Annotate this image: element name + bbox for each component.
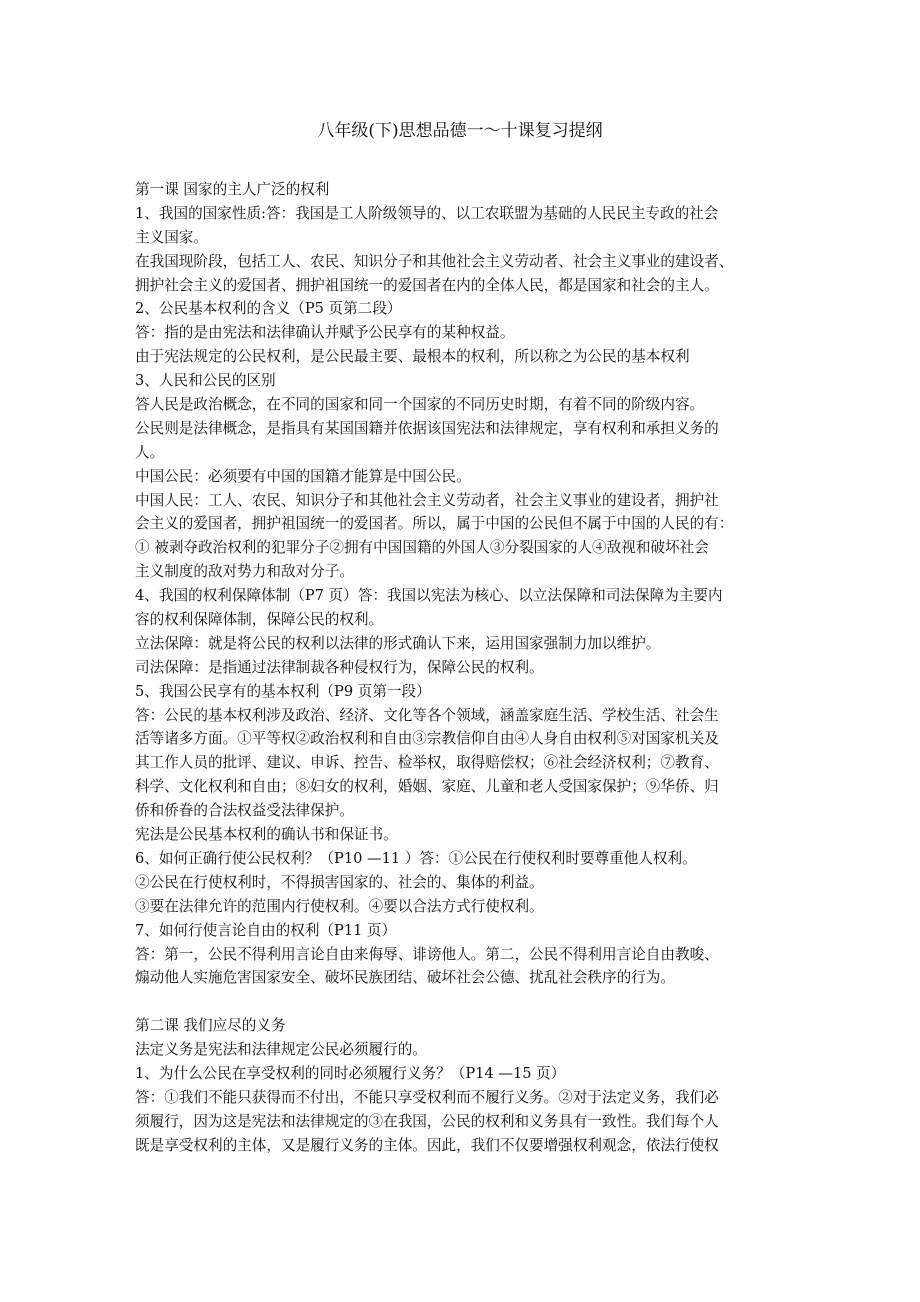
- text-line: 拥护社会主义的爱国者、拥护祖国统一的爱国者在内的全体人民，都是国家和社会的主人。: [135, 276, 719, 294]
- text-line: 4、我国的权利保障体制（P7 页）答：我国以宪法为核心、以立法保障和司法保障为主要内: [135, 587, 723, 605]
- text-line: 在我国现阶段，包括工人、农民、知识分子和其他社会主义劳动者、社会主义事业的建设者、: [135, 252, 734, 270]
- text-line: 答：第一，公民不得利用言论自由来侮辱、诽谤他人。第二，公民不得利用言论自由教唆、: [135, 945, 719, 963]
- text-line: 容的权利保障体制，保障公民的权利。: [135, 611, 384, 629]
- text-line: 主义国家。: [135, 228, 208, 246]
- text-line: 2、公民基本权利的含义（P5 页第二段）: [135, 300, 402, 318]
- text-line: 第一课 国家的主人广泛的权利: [135, 181, 330, 198]
- text-line: 中国人民：工人、农民、知识分子和其他社会主义劳动者，社会主义事业的建设者，拥护社: [135, 491, 719, 509]
- text-line: ① 被剥夺政治权利的犯罪分子②拥有中国国籍的外国人③分裂国家的人④敌视和破坏社会: [135, 539, 709, 557]
- text-line: 会主义的爱国者，拥护祖国统一的爱国者。所以，属于中国的公民但不属于中国的人民的有：: [135, 515, 734, 533]
- text-line: 主义制度的敌对势力和敌对分子。: [135, 563, 354, 581]
- text-line: ②公民在行使权利时，不得损害国家的、社会的、集体的利益。: [135, 873, 544, 891]
- text-line: 须履行，因为这是宪法和法律规定的③在我国，公民的权利和义务具有一致性。我们每个人: [135, 1112, 719, 1130]
- text-line: 3、人民和公民的区别: [135, 372, 276, 390]
- text-line: 宪法是公民基本权利的确认书和保证书。: [135, 826, 398, 844]
- text-line: 立法保障：就是将公民的权利以法律的形式确认下来，运用国家强制力加以维护。: [135, 634, 661, 652]
- text-line: 由于宪法规定的公民权利，是公民最主要、最根本的权利，所以称之为公民的基本权利: [135, 348, 690, 366]
- text-line: ③要在法律允许的范围内行使权利。④要以合法方式行使权利。: [135, 897, 544, 915]
- text-line: 6、如何正确行使公民权利？（P10 —11 ）答：①公民在行使权利时要尊重他人权利。: [135, 849, 697, 867]
- text-line: 煽动他人实施危害国家安全、破坏民族团结、破坏社会公德、扰乱社会秩序的行为。: [135, 969, 675, 987]
- text-line: 答：指的是由宪法和法律确认并赋予公民享有的某种权益。: [135, 324, 515, 342]
- text-line: 司法保障：是指通过法律制裁各种侵权行为，保障公民的权利。: [135, 658, 544, 676]
- text-line: 既是享受权利的主体，又是履行义务的主体。因此，我们不仅要增强权利观念，依法行使权: [135, 1136, 719, 1154]
- document-title: 八年级(下)思想品德一～十课复习提纲: [317, 121, 603, 141]
- text-line: 公民则是法律概念，是指具有某国国籍并依据该国宪法和法律规定，享有权利和承担义务的: [135, 419, 719, 437]
- text-line: 1、为什么公民在享受权利的同时必须履行义务？（P14 —15 页）: [135, 1064, 566, 1082]
- text-line: 答人民是政治概念，在不同的国家和同一个国家的不同历史时期，有着不同的阶级内容。: [135, 396, 705, 414]
- text-line: 活等诸多方面。①平等权②政治权利和自由③宗教信仰自由④人身自由权利⑤对国家机关及: [135, 730, 719, 748]
- text-line: 侨和侨眷的合法权益受法律保护。: [135, 802, 354, 820]
- text-line: 5、我国公民享有的基本权利（P9 页第一段）: [135, 682, 431, 700]
- text-line: 1、我国的国家性质:答：我国是工人阶级领导的、以工农联盟为基础的人民民主专政的社会: [135, 204, 719, 222]
- text-line: 法定义务是宪法和法律规定公民必须履行的。: [135, 1041, 427, 1059]
- text-line: 中国公民：必须要有中国的国籍才能算是中国公民。: [135, 467, 471, 485]
- text-line: 科学、文化权利和自由；⑧妇女的权利，婚姻、家庭、儿童和老人受国家保护；⑨华侨、归: [135, 778, 719, 796]
- text-line: 第二课 我们应尽的义务: [135, 1017, 286, 1035]
- paragraph-gap: [135, 990, 789, 1014]
- text-line: 人。: [135, 443, 165, 461]
- text-line: 其工作人员的批评、建议、申诉、控告、检举权，取得赔偿权；⑥社会经济权利；⑦教育、: [135, 754, 719, 772]
- text-line: 答：①我们不能只获得而不付出，不能只享受权利而不履行义务。②对于法定义务，我们必: [135, 1088, 719, 1106]
- text-line: 7、如何行使言论自由的权利（P11 页）: [135, 921, 397, 939]
- document-body: [135, 178, 789, 1158]
- text-line: 答：公民的基本权利涉及政治、经济、文化等各个领域，涵盖家庭生活、学校生活、社会生: [135, 706, 719, 724]
